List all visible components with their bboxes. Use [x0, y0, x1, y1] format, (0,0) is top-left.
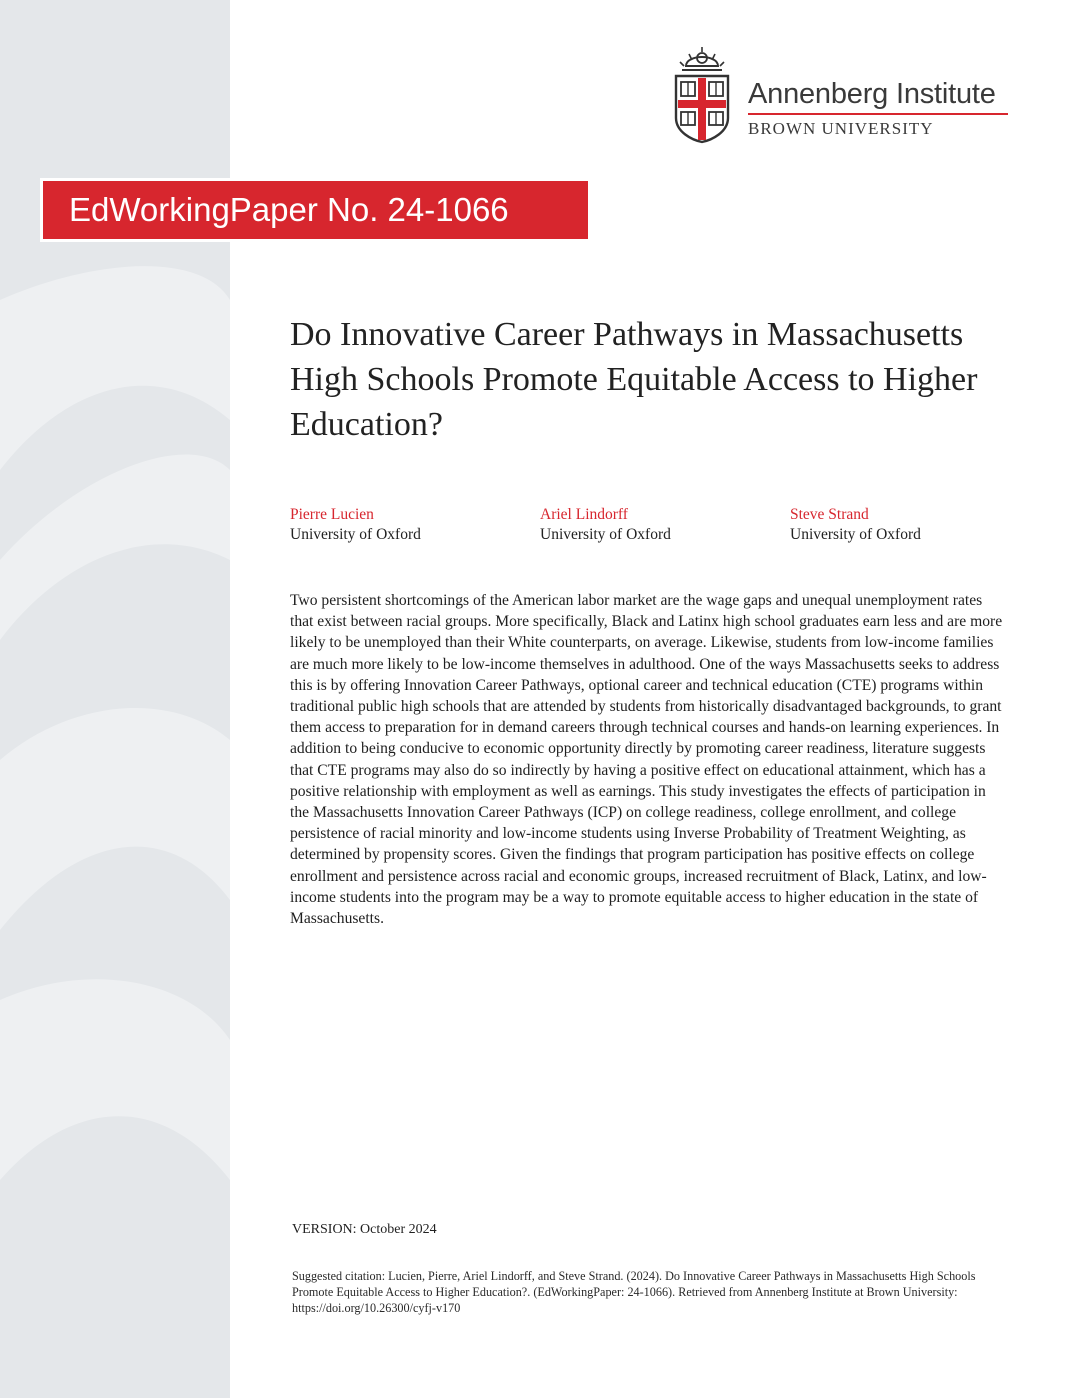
institute-name: Annenberg Institute	[748, 78, 996, 110]
logo-wordmark	[748, 78, 1010, 139]
paper-number: EdWorkingPaper No. 24-1066	[69, 191, 509, 228]
version-label: VERSION: October 2024	[292, 1222, 437, 1237]
university-name: BROWN UNIVERSITY	[748, 119, 934, 138]
logo-divider	[748, 113, 1008, 115]
author-block	[540, 505, 780, 545]
institute-logo	[672, 44, 1012, 144]
abstract: Two persistent shortcomings of the American labor market are the wage gaps and unequal unemployment rates that exist between racial groups. More specifically, Black and Latinx high school graduates earn less and are more likely to be unemployed than their White counterparts, on average. Likewise, students from low-income families are much more likely to be low-income themselves in adulthood. One of the ways Massachusetts seeks to address this is by offering Innovation Career Pathways, optional career and technical education (CTE) programs within traditional public high schools that are attended by students from historically disadvantaged backgrounds, to grant them access to preparation for in demand careers through technical courses and hands-on learning experiences. In addition to being conducive to economic opportunity directly by promoting career readiness, literature suggests that CTE programs may also do so indirectly by having a positive effect on educational attainment, which has a positive relationship with employment as well as earnings. This study investigates the effects of participation in the Massachusetts Innovation Career Pathways (ICP) on college readiness, college enrollment, and college persistence of racial minority and low-income students using Inverse Probability of Treatment Weighting, as determined by propensity scores. Given the findings that program participation has positive effects on college enrollment and persistence across racial and economic groups, increased recruitment of Black, Latinx, and low-income students into the program may be a way to promote equitable access to higher education in the state of Massachusetts.	[290, 592, 1003, 928]
author-block	[290, 505, 530, 545]
author-block	[790, 505, 1030, 545]
author-name: Steve Strand	[790, 506, 869, 523]
author-affiliation: University of Oxford	[540, 526, 671, 543]
author-name: Ariel Lindorff	[540, 506, 628, 523]
paper-number-banner	[43, 181, 588, 239]
author-name: Pierre Lucien	[290, 506, 374, 523]
author-affiliation: University of Oxford	[290, 526, 421, 543]
paper-title: Do Innovative Career Pathways in Massachusetts High Schools Promote Equitable Access to Higher Education?	[290, 316, 978, 443]
suggested-citation: Suggested citation: Lucien, Pierre, Ariel Lindorff, and Steve Strand. (2024). Do Innovative Career Pathways in Massachusetts High Schools Promote Equitable Access to Higher Education?. (EdWorkingPaper: 24-1066). Retrieved from Annenberg Institute at Brown University: https://doi.org/10.26300/cyfj-v170	[292, 1269, 976, 1316]
author-affiliation: University of Oxford	[790, 526, 921, 543]
brown-university-shield-icon	[672, 44, 732, 144]
